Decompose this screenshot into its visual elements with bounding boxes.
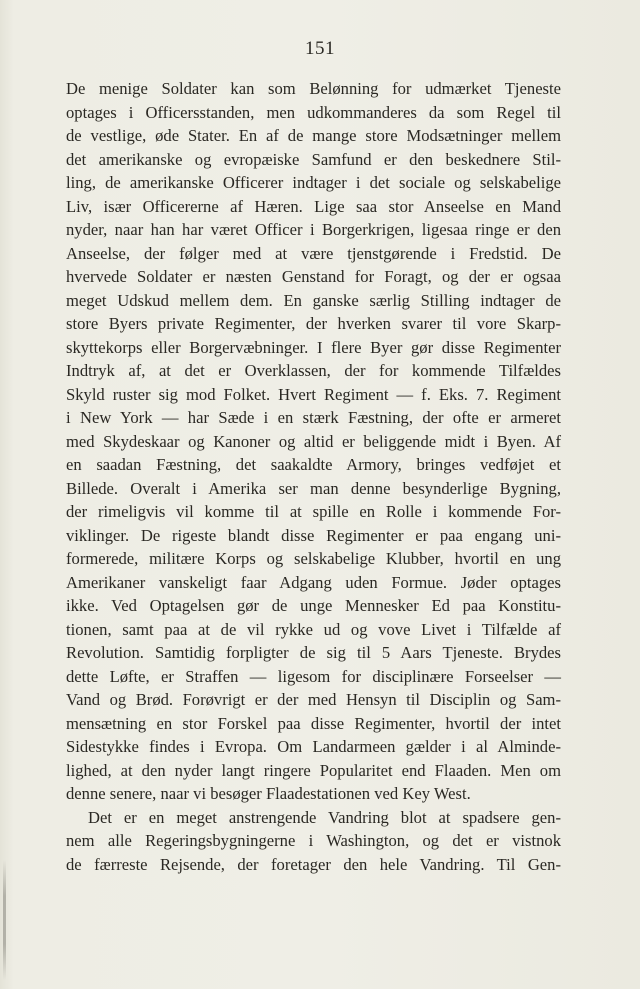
text-line: Amerikaner vanskeligt faar Adgang uden Formue. Jøder optages xyxy=(66,572,561,592)
text-line: lighed, at den nyder langt ringere Popularitet end Flaaden. Men om xyxy=(66,760,561,780)
text-line: formerede, militære Korps og selskabelige Klubber, hvortil en ung xyxy=(66,549,561,568)
text-line: i New York — har Sæde i en stærk Fæstning, der ofte er armeret xyxy=(66,408,561,427)
text-line: nem alle Regeringsbygningerne i Washington, og det er vistnok xyxy=(66,831,561,850)
text-line: Liv, især Officererne af Hæren. Lige saa stor Anseelse en Mand xyxy=(66,196,561,216)
text-line: ling, de amerikanske Officerer indtager i det sociale og selskabelige xyxy=(66,173,561,192)
binding-shadow xyxy=(3,860,6,980)
text-line: mensætning en stor Forskel paa disse Regimenter, hvortil der intet xyxy=(66,713,561,733)
text-line: Anseelse, der følger med at være tjenstgørende i Fredstid. De xyxy=(66,243,561,263)
paragraph-end-line: denne senere, naar vi besøger Flaadestationen ved Key West. xyxy=(66,784,471,803)
text-line: meget Udskud mellem dem. En ganske særlig Stilling indtager de xyxy=(66,290,561,310)
text-line: skyttekorps eller Borgervæbninger. I flere Byer gør disse Regimenter xyxy=(66,337,561,357)
text-line: med Skydeskaar og Kanoner og altid er beliggende midt i Byen. Af xyxy=(66,431,561,451)
text-line: optages i Officersstanden, men udkommanderes da som Regel til xyxy=(66,102,561,122)
text-line: Sidestykke findes i Evropa. Om Landarmeen gælder i al Alminde- xyxy=(66,737,561,756)
text-line: de vestlige, øde Stater. En af de mange store Modsætninger mellem xyxy=(66,126,561,145)
text-line: en saadan Fæstning, det saakaldte Armory, bringes vedføjet et xyxy=(66,455,561,474)
text-line: det amerikanske og evropæiske Samfund er den beskednere Stil- xyxy=(66,149,561,169)
body-text xyxy=(66,77,561,876)
text-line: de færreste Rejsende, der foretager den hele Vandring. Til Gen- xyxy=(66,854,561,874)
text-line: Skyld ruster sig mod Folket. Hvert Regiment — f. Eks. 7. Regiment xyxy=(66,384,561,404)
text-line: Indtryk af, at det er Overklassen, der for kommende Tilfældes xyxy=(66,361,561,380)
text-line: viklinger. De rigeste blandt disse Regimenter er paa engang uni- xyxy=(66,525,561,545)
paragraph-start-line: Det er en meget anstrengende Vandring blot at spadsere gen- xyxy=(88,807,561,827)
text-line: De menige Soldater kan som Belønning for udmærket Tjeneste xyxy=(66,79,561,98)
text-line: Revolution. Samtidig forpligter de sig til 5 Aars Tjeneste. Brydes xyxy=(66,643,561,662)
text-line: tionen, samt paa at de vil rykke ud og vove Livet i Tilfælde af xyxy=(66,619,561,639)
text-line: dette Løfte, er Straffen — ligesom for disciplinære Forseelser — xyxy=(66,666,561,686)
text-line: nyder, naar han har været Officer i Borgerkrigen, ligesaa ringe er den xyxy=(66,220,561,239)
text-line: ikke. Ved Optagelsen gør de unge Mennesker Ed paa Konstitu- xyxy=(66,596,561,615)
text-line: hvervede Soldater er næsten Genstand for Foragt, og der er ogsaa xyxy=(66,267,561,286)
text-line: Billede. Overalt i Amerika ser man denne besynderlige Bygning, xyxy=(66,478,561,498)
text-line: der rimeligvis vil komme til at spille en Rolle i kommende For- xyxy=(66,502,561,521)
text-line: store Byers private Regimenter, der hverken svarer til vore Skarp- xyxy=(66,314,561,333)
text-line: Vand og Brød. Forøvrigt er der med Hensyn til Disciplin og Sam- xyxy=(66,690,561,709)
page-number: 151 xyxy=(305,38,335,59)
